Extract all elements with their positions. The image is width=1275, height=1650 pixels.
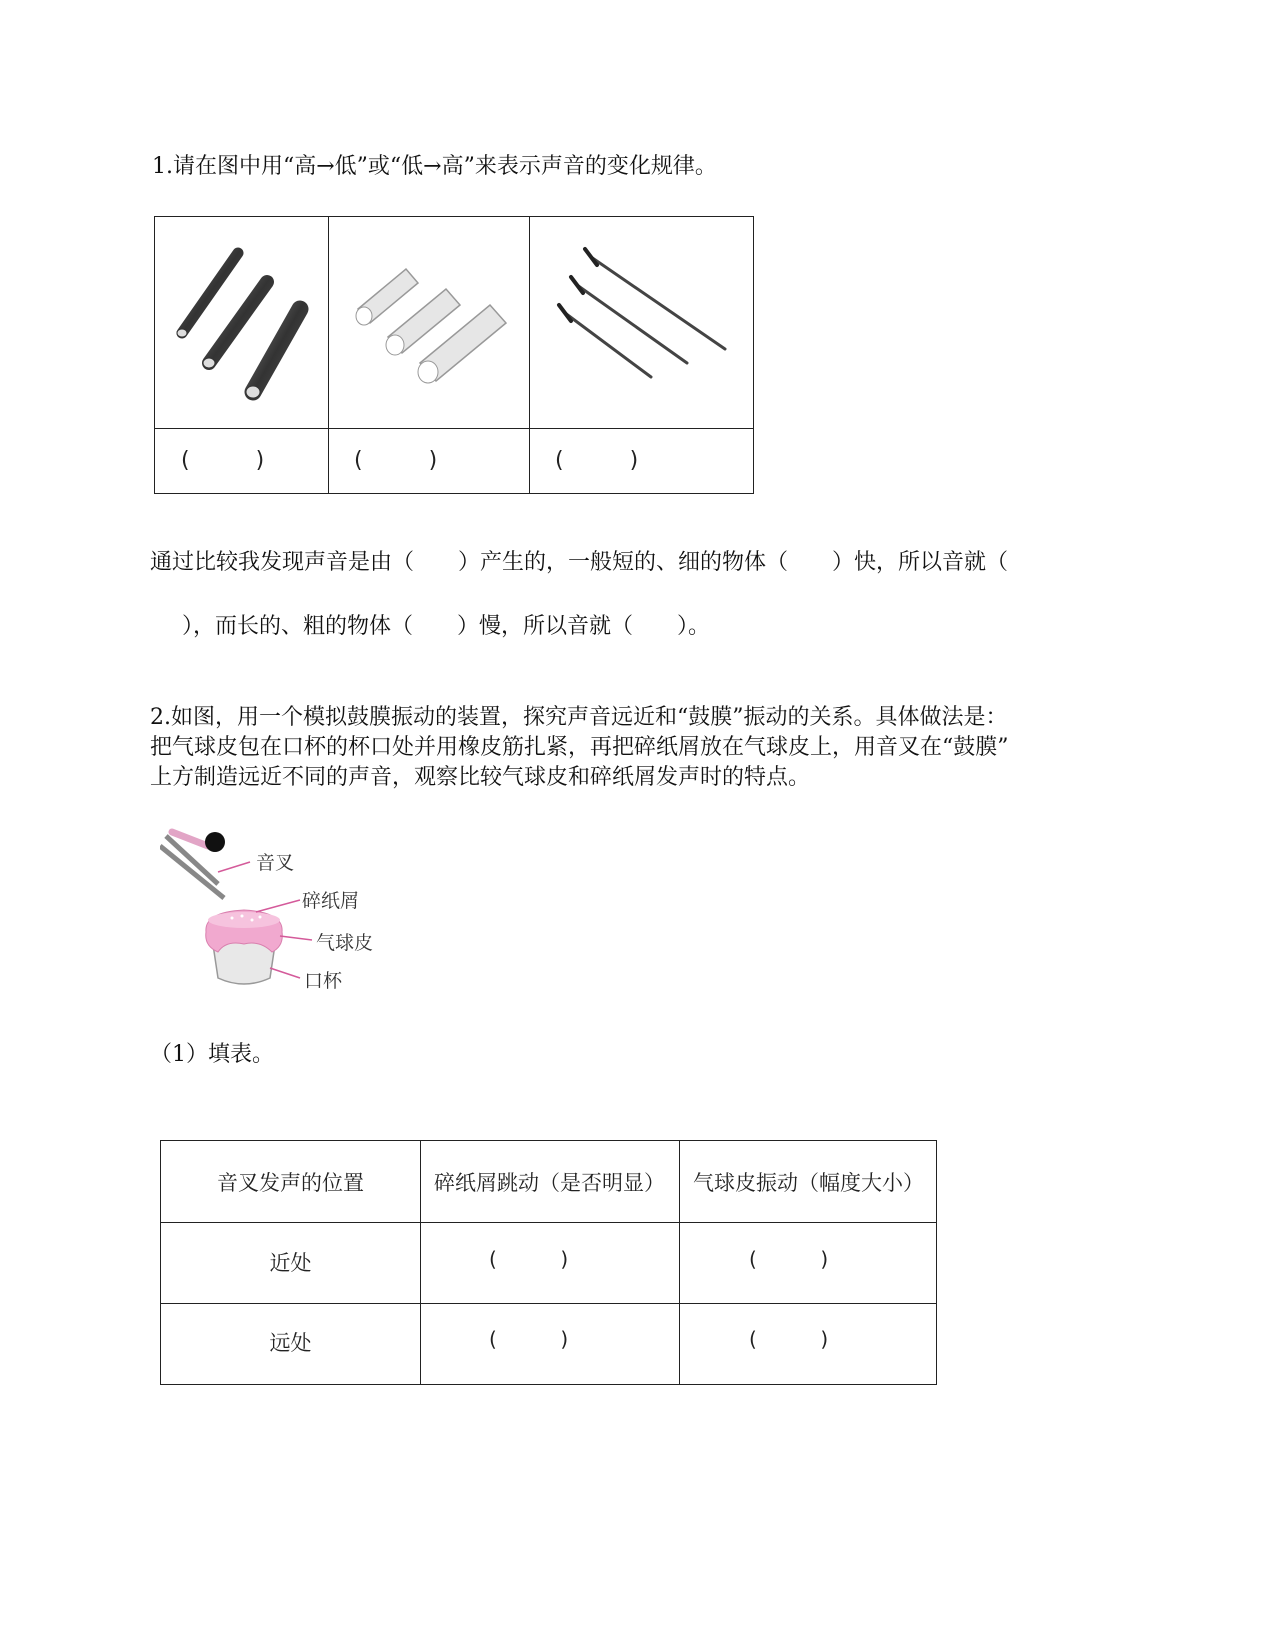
- answer-blank[interactable]: ( ): [749, 1247, 829, 1271]
- paper-scraps-label: 碎纸屑: [302, 890, 360, 912]
- answer-blank[interactable]: ( ): [555, 448, 639, 473]
- fill-in-line-2: ），而长的、粗的物体（ ）慢，所以音就（ ）。: [160, 614, 711, 639]
- table-header: 碎纸屑跳动（是否明显）: [434, 1171, 665, 1195]
- eardrum-model-diagram: [160, 828, 410, 998]
- answer-blank[interactable]: ( ): [181, 448, 265, 473]
- table-divider: [155, 428, 753, 429]
- table-divider: [161, 1303, 936, 1304]
- tuning-fork-label: 音叉: [256, 852, 295, 874]
- row-label-far: 远处: [269, 1331, 312, 1355]
- cup-label: 口杯: [304, 970, 343, 992]
- table-divider: [161, 1222, 936, 1223]
- question-1-prompt: 1.请在图中用“高→低”或“低→高”来表示声音的变化规律。: [152, 154, 717, 179]
- question-2-table: [160, 1140, 937, 1385]
- answer-blank[interactable]: ( ): [489, 1247, 569, 1271]
- sub-question-1: （1）填表。: [150, 1042, 274, 1067]
- row-label-near: 近处: [269, 1251, 312, 1275]
- fill-in-line-1: 通过比较我发现声音是由（ ）产生的，一般短的、细的物体（ ）快，所以音就（: [150, 550, 1009, 575]
- nails-icon: [529, 217, 755, 428]
- question-1-table: [154, 216, 754, 494]
- table-header: 音叉发声的位置: [217, 1171, 364, 1195]
- balloon-skin-label: 气球皮: [316, 932, 374, 954]
- paper-tubes-icon: [328, 217, 529, 428]
- question-2-prompt-line: 把气球皮包在口杯的杯口处并用橡皮筋扎紧，再把碎纸屑放在气球皮上，用音叉在“鼓膜”: [150, 735, 1009, 760]
- table-header: 气球皮振动（幅度大小）: [693, 1171, 924, 1195]
- answer-blank[interactable]: ( ): [354, 448, 438, 473]
- answer-blank[interactable]: ( ): [489, 1327, 569, 1351]
- question-2-prompt-line: 2.如图，用一个模拟鼓膜振动的装置，探究声音远近和“鼓膜”振动的关系。具体做法是：: [150, 705, 1008, 730]
- answer-blank[interactable]: ( ): [749, 1327, 829, 1351]
- metal-rods-icon: [155, 217, 328, 428]
- question-2-prompt-line: 上方制造远近不同的声音，观察比较气球皮和碎纸屑发声时的特点。: [150, 765, 811, 790]
